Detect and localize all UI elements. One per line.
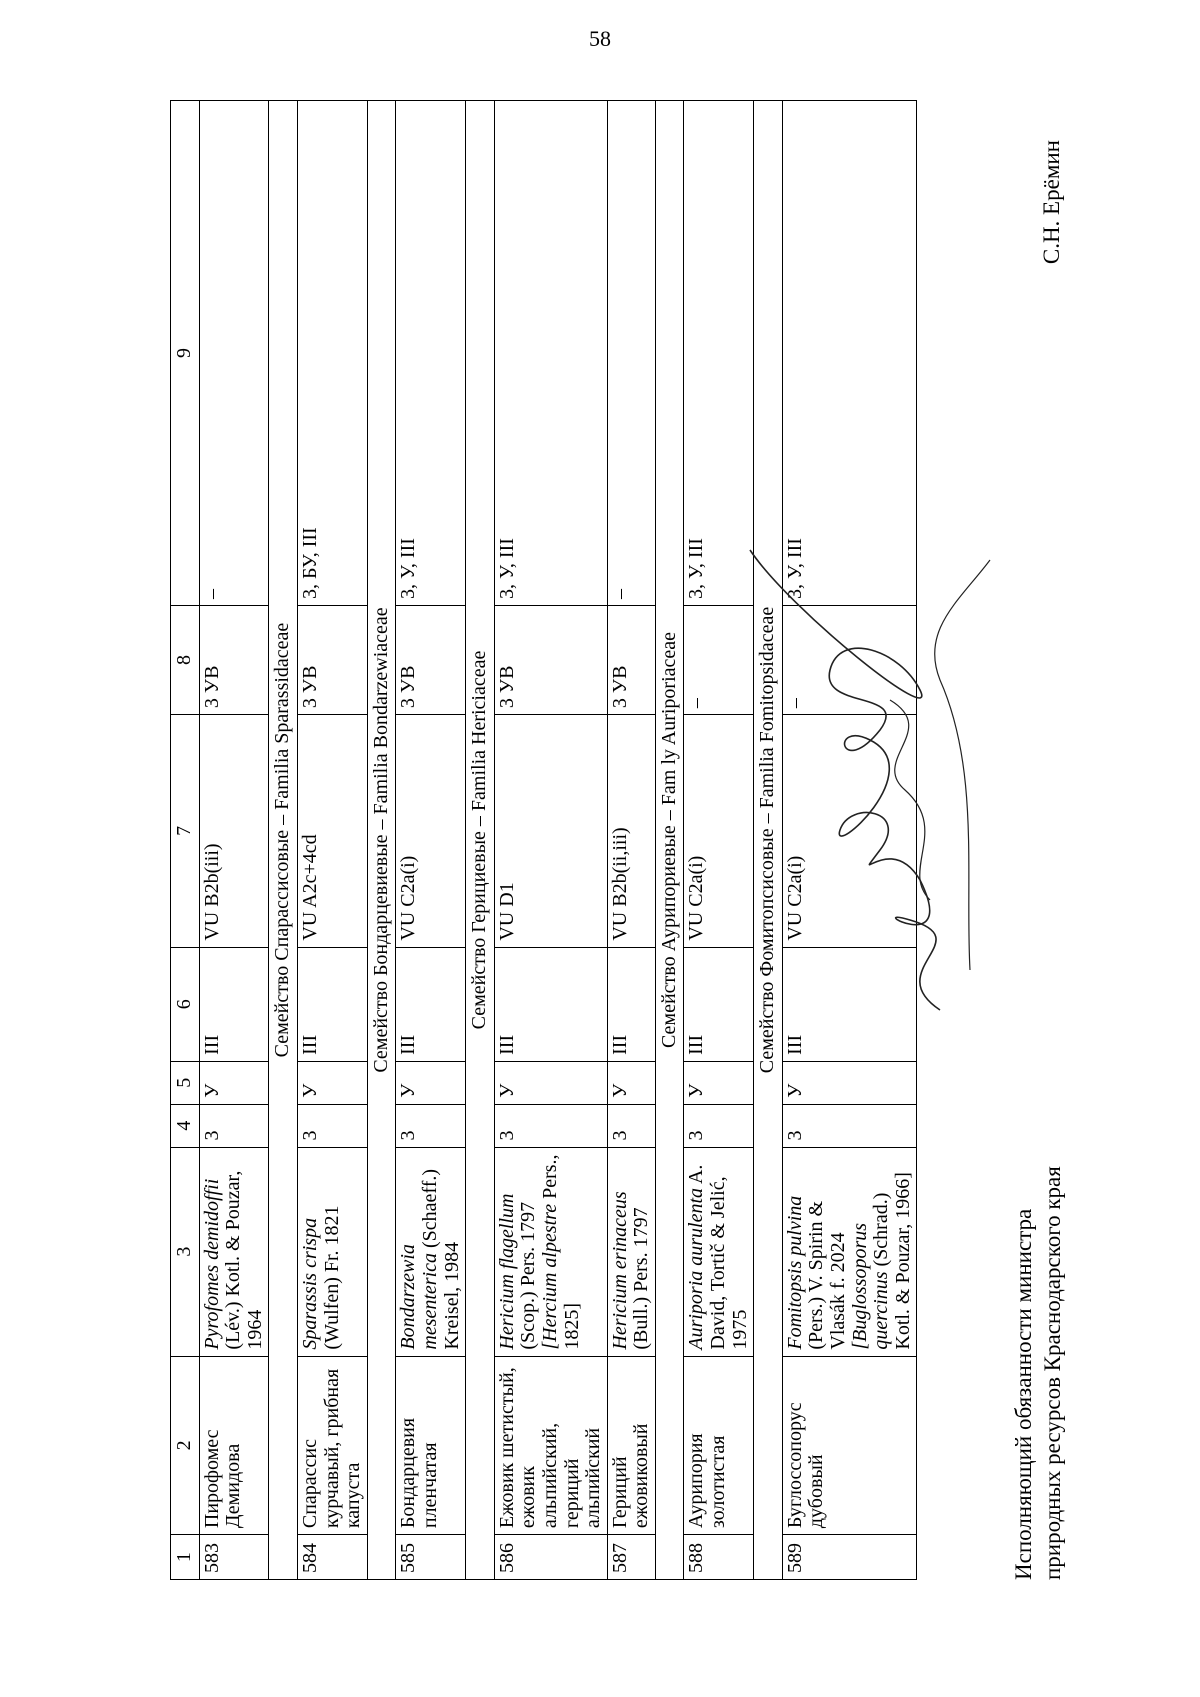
latin-synonym-authority: (Schrad.) Kotl. & Pouzar, 1966]	[870, 1172, 914, 1350]
latin-authority: (Wulfen) Fr. 1821	[320, 1205, 343, 1350]
latin-name-cell	[494, 1147, 607, 1356]
latin-authority: (Bull.) Pers. 1797	[630, 1207, 653, 1350]
russia-category-cell: –	[782, 605, 917, 714]
russia-category-cell: 3 УВ	[297, 605, 367, 714]
iucn-cell: VU C2a(i)	[782, 715, 917, 948]
rarity-cell: III	[297, 947, 367, 1061]
iucn-cell: VU B2b(ii,iii)	[607, 715, 655, 948]
row-number-cell: 587	[607, 1535, 655, 1580]
latin-name-cell	[684, 1147, 754, 1356]
row-number-cell: 586	[494, 1535, 607, 1580]
table-row	[199, 101, 269, 1580]
row-number-cell: 583	[199, 1535, 269, 1580]
iucn-cell: VU A2c+4cd	[297, 715, 367, 948]
region-category-cell: –	[199, 101, 269, 606]
position-line-1: Исполняющий обязанности министра	[1011, 1208, 1036, 1580]
iucn-cell: VU D1	[494, 715, 607, 948]
column-header: 5	[171, 1061, 200, 1104]
russia-category-cell: 3 УВ	[396, 605, 466, 714]
rarity-cell: III	[607, 947, 655, 1061]
table-row	[494, 101, 607, 1580]
rarity-cell: III	[494, 947, 607, 1061]
latin-name-cell	[199, 1147, 269, 1356]
category-cell: 3	[396, 1104, 466, 1147]
signature	[730, 530, 1000, 1030]
column-header: 1	[171, 1535, 200, 1580]
table-row	[297, 101, 367, 1580]
row-number-cell: 585	[396, 1535, 466, 1580]
latin-name-cell	[782, 1147, 917, 1356]
column-header: 7	[171, 715, 200, 948]
family-heading: Семейство Спарассисовые – Familia Sparassidaceae	[269, 101, 298, 1580]
footer	[1000, 100, 1100, 1580]
status-cell: У	[607, 1061, 655, 1104]
russian-name-cell: Аурипория золотистая	[684, 1356, 754, 1535]
row-number-cell: 584	[297, 1535, 367, 1580]
family-row	[655, 101, 684, 1580]
latin-name-cell	[297, 1147, 367, 1356]
family-row	[367, 101, 396, 1580]
russian-name-cell: Бондарцевия пленчатая	[396, 1356, 466, 1535]
family-heading: Семейство Бондарцевиевые – Familia Bondarzewiaceae	[367, 101, 396, 1580]
category-cell: 3	[297, 1104, 367, 1147]
latin-binomial: Pyrofomes demidoffii	[200, 1178, 223, 1350]
column-header: 9	[171, 101, 200, 606]
category-cell: 3	[684, 1104, 754, 1147]
russian-name-cell: Гериций ежовиковый	[607, 1356, 655, 1535]
rarity-cell: III	[684, 947, 754, 1061]
position-line-2: природных ресурсов Краснодарского края	[1039, 1166, 1065, 1580]
iucn-cell: VU C2a(i)	[684, 715, 754, 948]
latin-authority: A. David, Tortič & Jelić, 1975	[685, 1164, 751, 1350]
latin-authority: (Lév.) Kotl. & Pouzar, 1964	[222, 1170, 266, 1350]
russian-name-cell: Пирофомес Демидова	[199, 1356, 269, 1535]
status-cell: У	[684, 1061, 754, 1104]
latin-binomial: Hericium flagellum	[495, 1193, 518, 1350]
latin-synonym: [Hercium alpestre	[538, 1203, 561, 1350]
column-header: 8	[171, 605, 200, 714]
region-category-cell: 3, У, III	[782, 101, 917, 606]
russian-name-cell: Спарассис курчавый, грибная капуста	[297, 1356, 367, 1535]
category-cell: 3	[782, 1104, 917, 1147]
family-heading: Семейство Аурипориевые – Fam ly Auriporiaceae	[655, 101, 684, 1580]
latin-binomial: Auriporia aurulenta	[685, 1187, 708, 1350]
signatory-position	[1010, 1166, 1068, 1580]
category-cell: 3	[607, 1104, 655, 1147]
latin-synonym-authority: Pers., 1825]	[538, 1154, 583, 1350]
status-cell: У	[199, 1061, 269, 1104]
latin-authority: (Pers.) V. Spirin & Vlasák f. 2024	[805, 1200, 850, 1350]
column-header: 6	[171, 947, 200, 1061]
family-heading: Семейство Фомитопсисовые – Familia Fomitopsidaceae	[754, 101, 783, 1580]
page-number: 58	[589, 26, 611, 51]
family-row	[269, 101, 298, 1580]
russian-name-cell: Буглоссопорус дубовый	[782, 1356, 917, 1535]
latin-authority: (Schaeff.) Kreisel, 1984	[418, 1168, 463, 1350]
status-cell: У	[494, 1061, 607, 1104]
latin-binomial: Bondarzewia mesenterica	[397, 1244, 441, 1350]
region-category-cell: –	[607, 101, 655, 606]
rotated-content	[170, 60, 1140, 1590]
category-cell: 3	[199, 1104, 269, 1147]
latin-authority: (Scop.) Pers. 1797	[517, 1201, 540, 1350]
table-row	[607, 101, 655, 1580]
region-category-cell: 3, У, III	[494, 101, 607, 606]
russia-category-cell: 3 УВ	[607, 605, 655, 714]
iucn-cell: VU C2a(i)	[396, 715, 466, 948]
region-category-cell: 3, У, III	[396, 101, 466, 606]
russia-category-cell: 3 УВ	[199, 605, 269, 714]
row-number-cell: 588	[684, 1535, 754, 1580]
latin-binomial: Fomitopsis pulvina	[783, 1195, 806, 1350]
iucn-cell: VU B2b(iii)	[199, 715, 269, 948]
column-header: 2	[171, 1356, 200, 1535]
signatory-name: С.Н. Ерёмин	[1039, 140, 1064, 265]
russia-category-cell: 3 УВ	[494, 605, 607, 714]
status-cell: У	[396, 1061, 466, 1104]
russian-name-cell: Ежовик шетистый, ежовик альпийский, гериций альпийский	[494, 1356, 607, 1535]
latin-synonym: [Buglossoporus quercinus	[848, 1222, 893, 1350]
region-category-cell: 3, БУ, III	[297, 101, 367, 606]
column-header: 4	[171, 1104, 200, 1147]
latin-binomial: Sparassis crispa	[298, 1217, 321, 1350]
status-cell: У	[782, 1061, 917, 1104]
region-category-cell: 3, У, III	[684, 101, 754, 606]
latin-name-cell	[396, 1147, 466, 1356]
latin-name-cell	[607, 1147, 655, 1356]
rarity-cell: III	[782, 947, 917, 1061]
rarity-cell: III	[396, 947, 466, 1061]
table-row	[396, 101, 466, 1580]
rarity-cell: III	[199, 947, 269, 1061]
russia-category-cell: –	[684, 605, 754, 714]
row-number-cell: 589	[782, 1535, 917, 1580]
family-row	[466, 101, 495, 1580]
family-heading: Семейство Герициевые – Familia Hericiaceae	[466, 101, 495, 1580]
category-cell: 3	[494, 1104, 607, 1147]
column-header: 3	[171, 1147, 200, 1356]
header-row	[171, 101, 200, 1580]
latin-binomial: Hericium erinaceus	[608, 1191, 631, 1350]
status-cell: У	[297, 1061, 367, 1104]
